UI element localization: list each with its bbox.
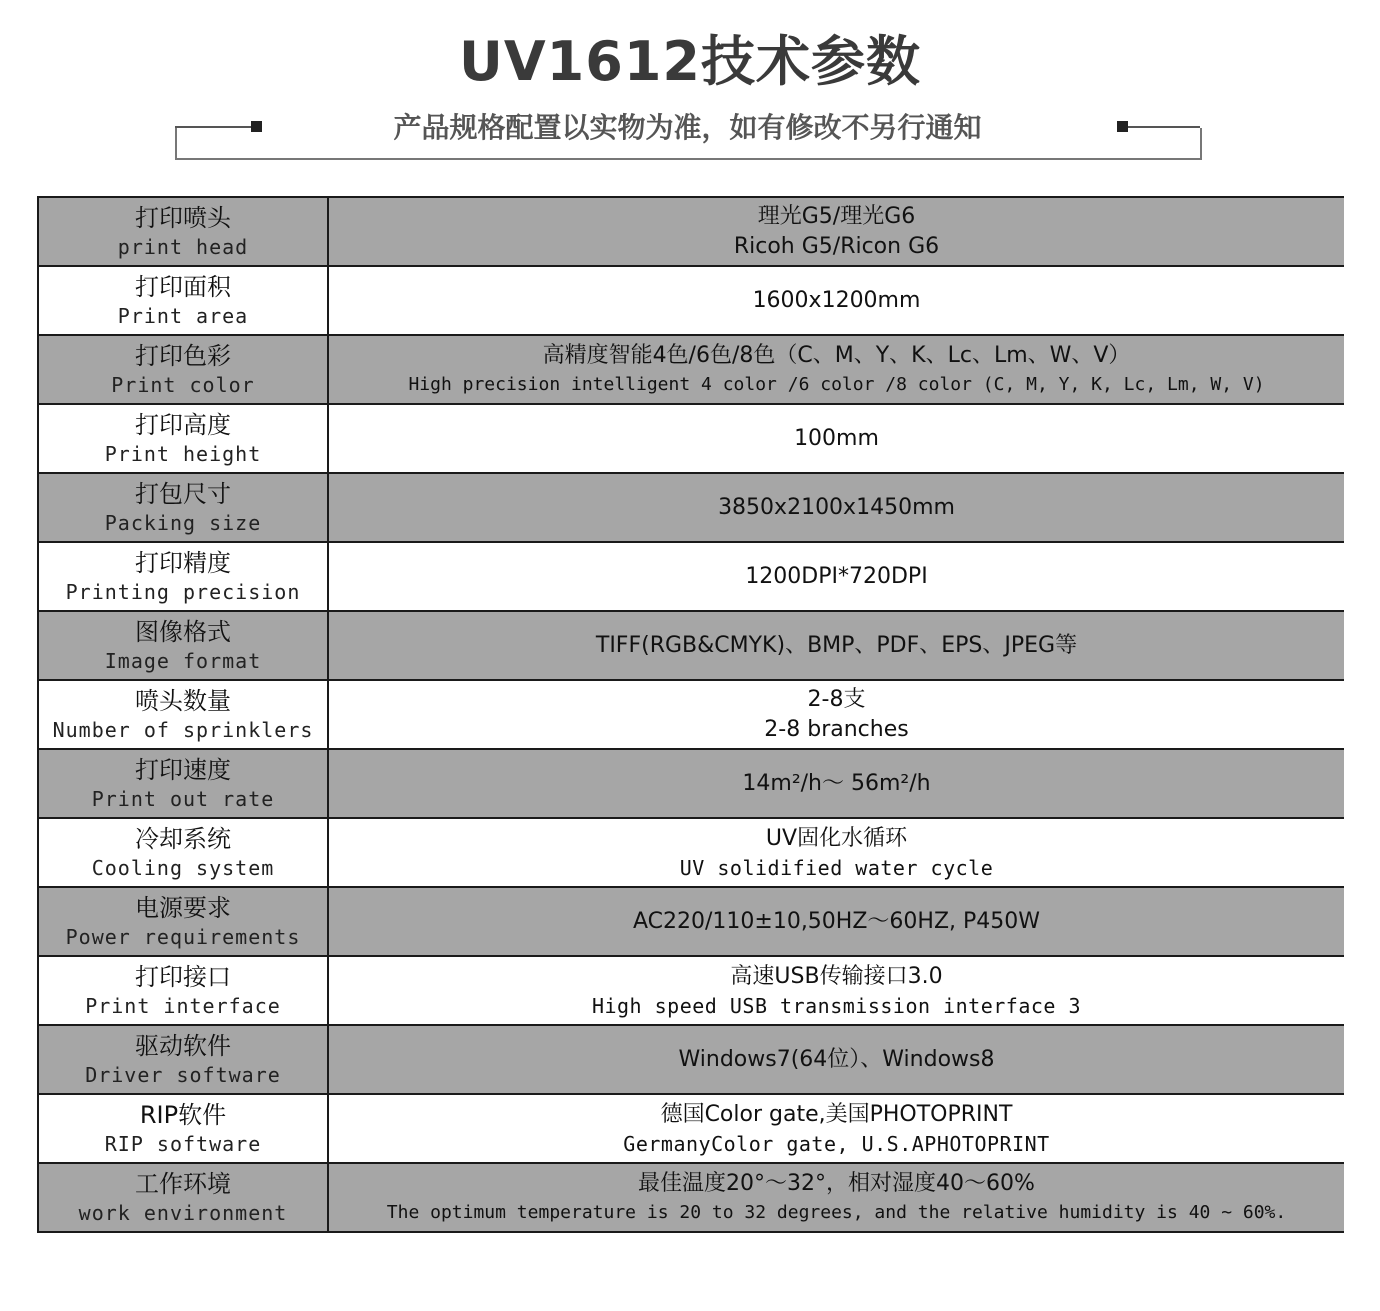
label-zh: RIP软件 [139, 1100, 227, 1129]
label-en: Power requirements [65, 924, 301, 949]
table-row [38, 818, 1344, 887]
table-row [38, 404, 1344, 473]
label-zh: 打包尺寸 [135, 479, 231, 508]
label-cell [38, 749, 328, 818]
label-cell [38, 1163, 328, 1232]
label-zh: 冷却系统 [135, 824, 231, 853]
label-cell [38, 1094, 328, 1163]
label-cell [38, 197, 328, 266]
table-row [38, 1163, 1344, 1232]
value-line-1: 高速USB传输接口3.0 [730, 963, 943, 989]
label-en: Print out rate [91, 786, 275, 811]
value-line-1: Windows7(64位）、Windows8 [678, 1046, 995, 1072]
label-cell [38, 404, 328, 473]
table-row [38, 956, 1344, 1025]
subtitle-banner [175, 106, 1200, 160]
label-cell [38, 542, 328, 611]
label-en: Packing size [104, 510, 262, 535]
value-line-2: High speed USB transmission interface 3 [591, 993, 1082, 1018]
label-zh: 工作环境 [135, 1169, 231, 1198]
label-en: work environment [78, 1200, 288, 1225]
label-cell [38, 818, 328, 887]
label-zh: 打印色彩 [135, 341, 231, 370]
label-zh: 打印喷头 [135, 203, 231, 232]
label-en: Print area [117, 303, 249, 328]
value-cell [328, 680, 1344, 749]
value-line-2: 2-8 branches [764, 716, 909, 742]
value-line-1: 德国Color gate,美国PHOTOPRINT [660, 1101, 1013, 1127]
label-cell [38, 611, 328, 680]
value-line-1: 理光G5/理光G6 [757, 203, 916, 229]
value-cell [328, 1025, 1344, 1094]
value-line-1: 14m²/h～ 56m²/h [742, 770, 931, 796]
label-cell [38, 473, 328, 542]
table-row [38, 542, 1344, 611]
table-row [38, 611, 1344, 680]
value-cell [328, 542, 1344, 611]
table-row [38, 473, 1344, 542]
value-line-1: 1600x1200mm [752, 287, 921, 313]
value-line-2: UV solidified water cycle [679, 855, 994, 880]
table-row [38, 197, 1344, 266]
value-cell [328, 1094, 1344, 1163]
label-zh: 驱动软件 [135, 1031, 231, 1060]
label-zh: 图像格式 [135, 617, 231, 646]
page-title: UV1612技术参数 [459, 30, 921, 93]
label-cell [38, 335, 328, 404]
label-en: Printing precision [65, 579, 301, 604]
label-en: Driver software [85, 1062, 281, 1087]
value-line-1: TIFF(RGB&CMYK)、BMP、PDF、EPS、JPEG等 [595, 632, 1078, 658]
value-line-1: UV固化水循环 [765, 825, 908, 851]
value-cell [328, 197, 1344, 266]
label-cell [38, 887, 328, 956]
label-cell [38, 266, 328, 335]
value-cell [328, 266, 1344, 335]
value-line-1: AC220/110±10,50HZ～60HZ, P450W [632, 908, 1041, 934]
value-line-1: 2-8支 [807, 686, 866, 712]
label-zh: 电源要求 [135, 893, 231, 922]
value-line-1: 3850x2100x1450mm [718, 494, 955, 520]
value-cell [328, 1163, 1344, 1232]
label-cell [38, 680, 328, 749]
value-line-2: GermanyColor gate, U.S.APHOTOPRINT [623, 1131, 1050, 1156]
label-zh: 喷头数量 [135, 686, 231, 715]
table-row [38, 749, 1344, 818]
spec-table [37, 196, 1344, 1233]
label-zh: 打印精度 [135, 548, 231, 577]
table-row [38, 887, 1344, 956]
value-line-1: 100mm [794, 425, 879, 451]
label-cell [38, 1025, 328, 1094]
value-cell [328, 335, 1344, 404]
label-en: RIP software [104, 1131, 262, 1156]
table-row [38, 1094, 1344, 1163]
value-line-2: High precision intelligent 4 color /6 color /8 color (C, M, Y, K, Lc, Lm, W, V) [408, 373, 1265, 395]
label-en: Image format [104, 648, 262, 673]
label-en: Number of sprinklers [52, 717, 314, 742]
subtitle-text: 产品规格配置以实物为准，如有修改不另行通知 [385, 111, 989, 144]
table-row [38, 1025, 1344, 1094]
label-en: Print color [111, 372, 255, 397]
value-line-1: 最佳温度20°～32°，相对湿度40～60% [638, 1170, 1035, 1196]
label-en: Print height [104, 441, 262, 466]
label-cell [38, 956, 328, 1025]
label-zh: 打印接口 [135, 962, 231, 991]
value-cell [328, 404, 1344, 473]
value-cell [328, 818, 1344, 887]
value-cell [328, 956, 1344, 1025]
label-en: Cooling system [91, 855, 275, 880]
value-cell [328, 749, 1344, 818]
label-zh: 打印面积 [135, 272, 231, 301]
label-zh: 打印高度 [135, 410, 231, 439]
label-zh: 打印速度 [135, 755, 231, 784]
value-cell [328, 611, 1344, 680]
value-line-1: 高精度智能4色/6色/8色（C、M、Y、K、Lc、Lm、W、V） [542, 342, 1131, 368]
value-line-2: The optimum temperature is 20 to 32 degrees, and the relative humidity is 40 ~ 60%. [386, 1201, 1287, 1223]
label-en: print head [117, 234, 249, 259]
value-line-2: Ricoh G5/Ricon G6 [733, 233, 940, 259]
value-cell [328, 887, 1344, 956]
value-line-1: 1200DPI*720DPI [745, 563, 928, 589]
table-row [38, 266, 1344, 335]
value-cell [328, 473, 1344, 542]
table-row [38, 680, 1344, 749]
label-en: Print interface [85, 993, 281, 1018]
table-row [38, 335, 1344, 404]
